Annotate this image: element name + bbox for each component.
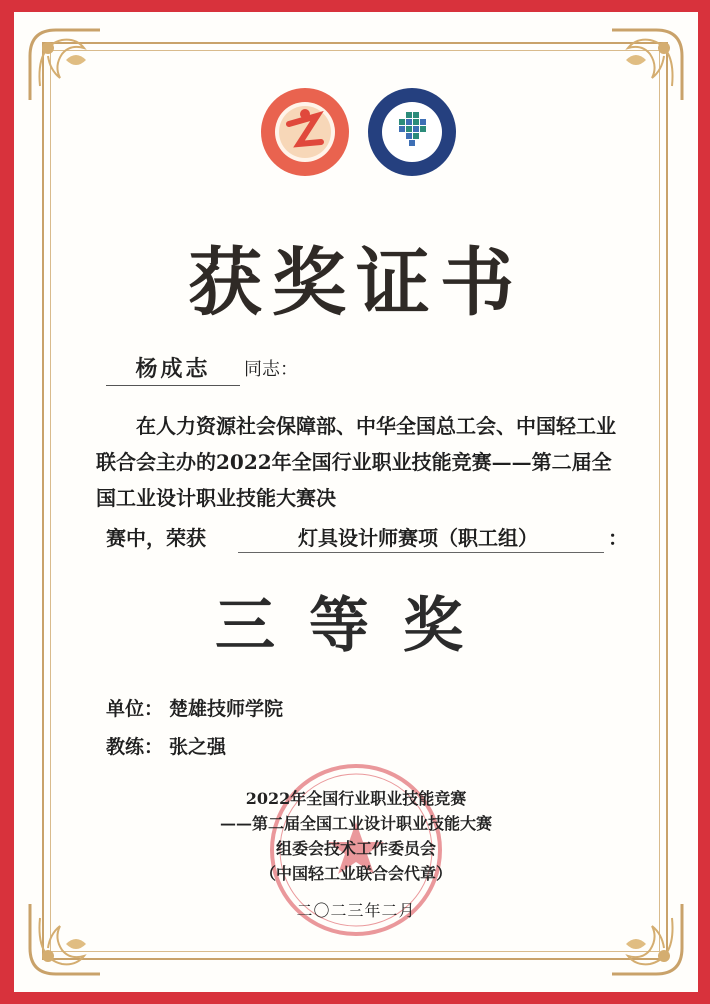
award-item: 灯具设计师赛项（职工组） <box>298 526 538 550</box>
body-paragraph: 在人力资源社会保障部、中华全国总工会、中国轻工业联合会主办的2022年全国行业职业技能竞赛——第二届全国工业设计职业技能大赛决 <box>96 414 616 510</box>
issuer-line-2: ——第二届全国工业设计职业技能大赛 <box>219 814 492 833</box>
skills-competition-logo-icon <box>259 86 351 178</box>
unit-value: 楚雄技师学院 <box>169 698 284 720</box>
unit-row <box>106 694 283 721</box>
corner-ornament-icon <box>608 900 686 978</box>
unit-label: 单位： <box>106 698 164 720</box>
recipient-underline <box>106 385 240 386</box>
corner-ornament-icon <box>26 26 104 104</box>
issuer-line-3: 组委会技术工作委员会 <box>275 839 436 858</box>
corner-ornament-icon <box>608 26 686 104</box>
award-prefix: 赛中，荣获 <box>106 526 206 550</box>
corner-ornament-icon <box>26 900 104 978</box>
coach-label: 教练： <box>106 736 164 758</box>
award-suffix: ： <box>608 526 628 550</box>
coach-row <box>106 732 226 759</box>
coach-value: 张之强 <box>169 736 227 758</box>
certificate <box>14 12 698 992</box>
certificate-body <box>96 408 616 516</box>
prize-title: 三等奖 <box>215 591 497 661</box>
certificate-title: 获奖证书 <box>188 240 524 326</box>
issue-date: 二〇二三年二月 <box>296 901 416 920</box>
salutation: 同志： <box>244 359 298 380</box>
award-underline <box>238 552 604 553</box>
design-competition-logo-icon <box>366 86 458 178</box>
issuer-line-4: （中国轻工业联合会代章） <box>259 864 452 883</box>
issuer-line-1: 2022年全国行业职业技能竞赛 <box>245 789 467 808</box>
recipient-name: 杨成志 <box>135 356 211 382</box>
issuer-block <box>174 786 538 886</box>
award-line <box>106 522 626 562</box>
recipient-line <box>106 352 406 392</box>
